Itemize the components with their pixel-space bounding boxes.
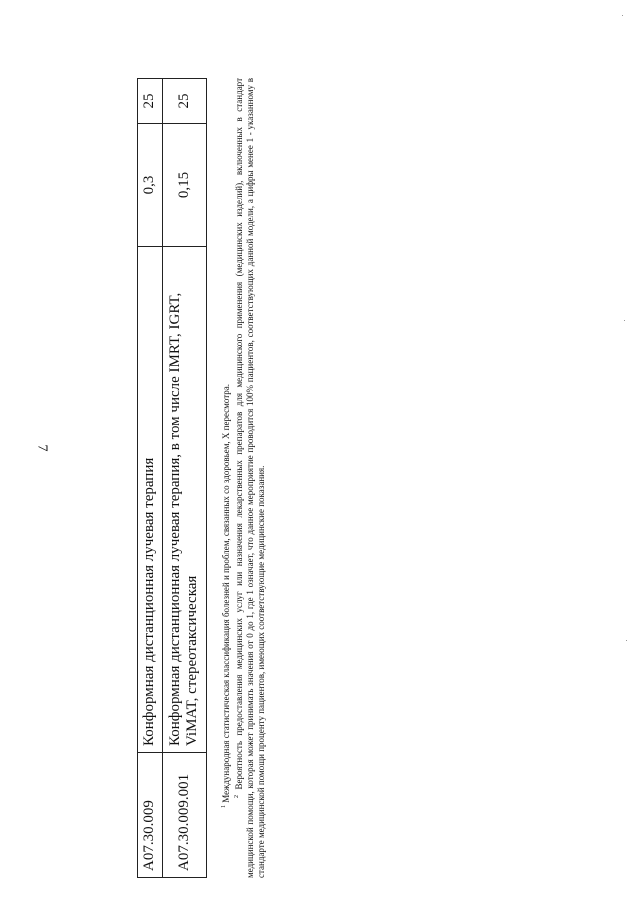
service-name: Конформная дистанционная лучевая терапия, в том числе IMRT, IGRT, ViMAT, стереотаксическая [162,247,206,753]
service-name: Конформная дистанционная лучевая терапия [138,247,163,753]
footnote-text: Международная статистическая классификация болезней и проблем, связанных со здоровьем, X пересмотра. [221,383,231,803]
footnotes [219,78,267,878]
service-multiplicity: 25 [162,79,206,124]
footnote-text: Вероятность предоставления медицинских услуг или назначения лекарственных препаратов для медицинского применения (медицинских изделий), включенных в стандарт медицинской помощи, которая может принимать значения от 0 до 1, где 1 означает, что данное мероприятие проводится 100% пациентов, соответствующих данной модели, а цифры менее 1 - указанному в стандарте медицинской помощи проценту пациентов, имеющих соответствующие медицинские показания. [234,78,266,878]
footnote [219,78,232,878]
service-frequency: 0,3 [138,124,163,247]
table-row [138,79,163,878]
page-number: 7 [34,444,50,452]
service-frequency: 0,15 [162,124,206,247]
services-table [137,78,207,878]
service-code: A07.30.009 [138,753,163,878]
service-multiplicity: 25 [138,79,163,124]
rotated-content [137,78,287,878]
footnote-mark: 1 [221,805,227,808]
footnote-mark: 2 [234,795,240,798]
footnote [232,78,267,878]
table-row [162,79,206,878]
scan-speck [624,320,625,321]
scan-speck [622,15,623,16]
service-code: A07.30.009.001 [162,753,206,878]
scan-speck [626,640,627,641]
